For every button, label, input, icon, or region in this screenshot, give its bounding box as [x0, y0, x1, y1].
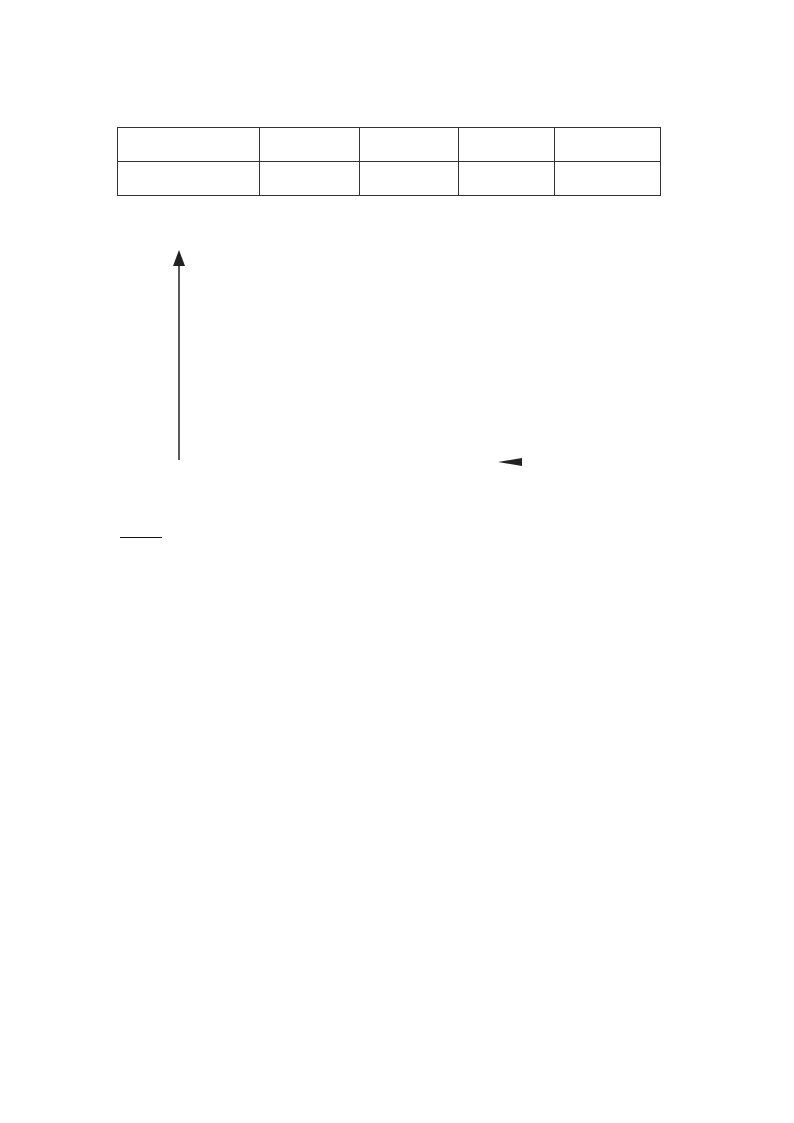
- table-cell: [555, 162, 661, 196]
- table-cell: [260, 162, 360, 196]
- table-header-cell: [459, 128, 555, 162]
- class-bar-chart: [110, 228, 670, 478]
- table-row: [118, 162, 661, 196]
- class-stats-table: [117, 127, 661, 196]
- table-cell: [360, 162, 459, 196]
- table-header-cell: [260, 128, 360, 162]
- table-header-cell: [118, 128, 260, 162]
- table-cell: [459, 162, 555, 196]
- x-axis-arrow-icon: [498, 458, 522, 466]
- table-header-row: [118, 128, 661, 162]
- y-axis-arrow-icon: [173, 250, 185, 266]
- score-blank: [120, 523, 162, 538]
- section6-heading: [120, 518, 676, 538]
- table-row-label: [118, 162, 260, 196]
- table-header-cell: [360, 128, 459, 162]
- table-header-cell: [555, 128, 661, 162]
